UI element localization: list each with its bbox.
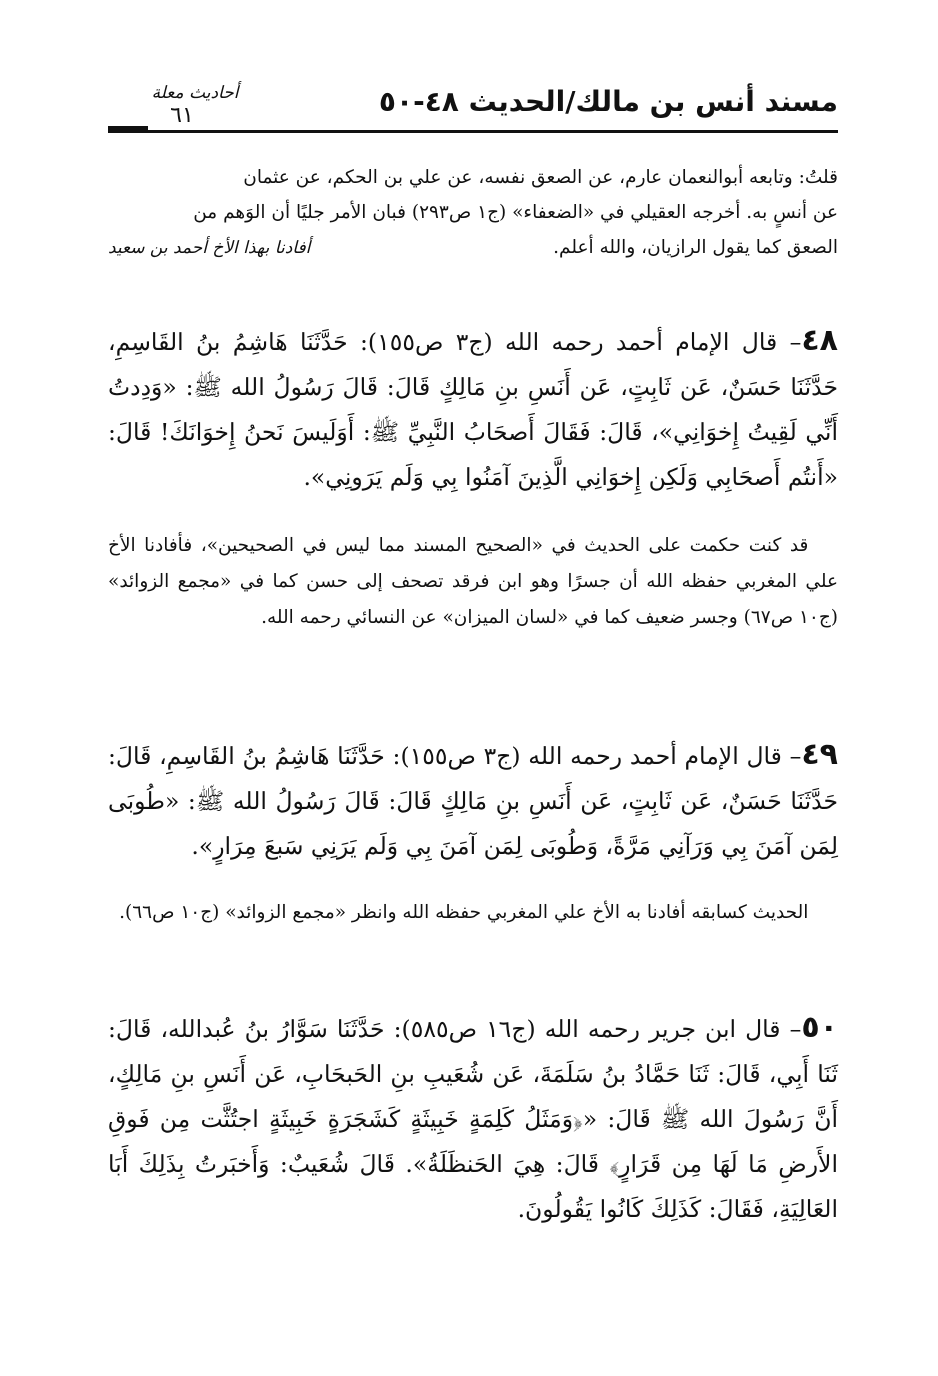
hadith-number: ٤٨ [801,323,838,358]
hadith-text [108,732,838,869]
hadith-body: – قال الإمام أحمد رحمه الله (ج٣ ص١٥٥): حَدَّثَنَا هَاشِمُ بنُ القَاسِمِ، قَالَ: حَدَّثَنَا حَسَنٌ، عَن ثَابِتٍ، عَن أَنَسِ بنِ مَالِكٍ قَالَ: قَالَ رَسُولُ الله ﷺ: «طُوبَى لِمَن آمَنَ بِي وَرَآنِي مَرَّةً، وَطُوبَى لِمَن آمَنَ بِي وَلَم يَرَنِي سَبعَ مِرَارٍ». [108,742,838,860]
handwritten-attribution: أفادنا بهذا الأخ أحمد بن سعيد [108,238,311,258]
hadith-49-comment [108,895,838,931]
header-divider-accent [108,126,148,130]
hadith-body: – قال الإمام أحمد رحمه الله (ج٣ ص١٥٥): حَدَّثَنَا هَاشِمُ بنُ القَاسِمِ، حَدَّثَنَا حَسَنٌ، عَن ثَابِتٍ، عَن أَنَسِ بنِ مَالِكٍ قَالَ: قَالَ رَسُولُ الله ﷺ: «وَدِدتُ أَنِّي لَقِيتُ إِخوَانِي»، قَالَ: فَقَالَ أَصحَابُ النَّبِيِّ ﷺ: أَوَلَيسَ نَحنُ إِخوَانَكَ! قَالَ: «أَنتُم أَصحَابِي وَلَكِن إِخوَانِي الَّذِينَ آمَنُوا بِي وَلَم يَرَونِي». [108,328,838,491]
hadith-text [108,1005,838,1232]
handwritten-header-note: أحاديث معلة [151,83,239,103]
page-header-title: مسند أنس بن مالك/الحديث ٤٨-٥٠ [378,85,838,118]
hadith-48 [108,318,838,500]
note-line: الصعق كما يقول الرازيان، والله أعلم. [553,237,838,258]
hadith-48-comment [108,528,838,636]
hadith-49 [108,732,838,869]
editor-note [108,160,838,266]
hadith-body: – قال ابن جرير رحمه الله (ج١٦ ص٥٨٥): حَدَّثَنَا سَوَّارُ بنُ عُبدالله، قَالَ: ثَنَا أَبِي، قَالَ: ثَنَا حَمَّادُ بنُ سَلَمَةَ، عَن شُعَيبِ بنِ الحَبحَابِ، عَن أَنَسِ بنِ مَالِكٍ، أَنَّ رَسُولَ الله ﷺ قَالَ: «﴿وَمَثَلُ كَلِمَةٍ خَبِيثَةٍ كَشَجَرَةٍ خَبِيثَةٍ اجتُثَّت مِن فَوقِ الأَرضِ مَا لَهَا مِن قَرَارٍ﴾ قَالَ: هِيَ الحَنظَلَةُ». قَالَ شُعَيبٌ: وَأَخبَرتُ بِذَلِكَ أَبَا العَالِيَةِ، فَقَالَ: كَذَلِكَ كَانُوا يَقُولُونَ. [108,1015,838,1223]
hadith-50 [108,1005,838,1232]
header-divider [108,130,838,133]
hadith-number: ٥٠ [801,1010,838,1045]
note-last-line [108,230,838,266]
hadith-number: ٤٩ [801,737,838,772]
note-line: قلتُ: وتابعه أبوالنعمان عارم، عن الصعق نفسه، عن علي بن الحكم، عن عثمان [243,167,838,188]
comment-text: الحديث كسابقه أفادنا به الأخ علي المغربي حفظه الله وانظر «مجمع الزوائد» (ج١٠ ص٦٦). [119,902,809,923]
comment-text: قد كنت حكمت على الحديث في «الصحيح المسند مما ليس في الصحيحين»، فأفادنا الأخ علي المغربي حفظه الله أن جسرًا وهو ابن فرقد تصحف إلى حسن كما في «مجمع الزوائد» (ج١٠ ص٦٧) وجسر ضعيف كما في «لسان الميزان» عن النسائي رحمه الله. [108,535,838,628]
hadith-text [108,318,838,500]
note-line: عن أنسٍ به. أخرجه العقيلي في «الضعفاء» (ج١ ص٢٩٣) فبان الأمر جليًا أن الوَهم من [193,202,838,223]
page-number: ٦١ [170,103,194,128]
